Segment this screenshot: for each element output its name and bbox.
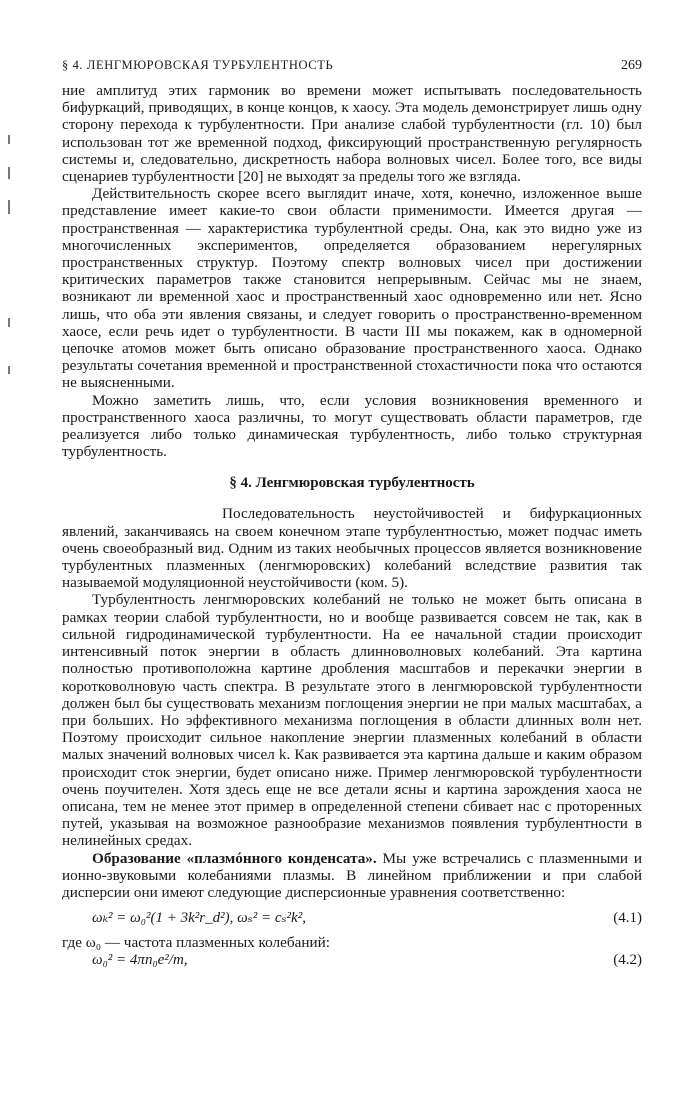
equation-number: (4.1) [613,910,642,927]
margin-mark [8,366,10,374]
margin-mark [8,167,10,179]
equation-formula: ωₖ² = ω₀²(1 + 3k²r_d²), ωₛ² = cₛ²k², [92,910,306,927]
runin-heading: Образование «плазмóнного конденсата». [92,849,377,867]
body-text-top [62,82,642,460]
body-text-section [62,505,642,901]
page-number: 269 [621,58,642,73]
equation-formula: ω₀² = 4πn₀e²/m, [92,952,188,969]
paragraph-text: Мы уже встречались с плазменными и ионно-звуковыми колебаниями плазмы. В линейном приближении и при слабой дисперсии они имеют следующие дисперсионные уравнения соответственно: [62,849,642,901]
running-header [62,58,642,82]
paragraph-condensate [62,850,642,902]
running-head: § 4. ЛЕНГМЮРОВСКАЯ ТУРБУЛЕНТНОСТЬ [62,58,334,72]
paragraph: Турбулентность ленгмюровских колебаний не только не может быть описана в рамках теории слабой турбулентности, но и вообще развивается совсем не так, как в сильной гидродинамической турбулентности. На ее начальной стадии происходит интенсивный поток энергии в область длинноволновых колебаний. Эта картина полностью противоположна картине дробления масштабов и перекачки энергии в коротковолновую часть спектра. В результате этого в ленгмюровской турбулентности должен был бы существовать механизм поглощения энергии не при малых масштабах, а при больших. Но эффективного механизма поглощения в области длинных волн нет. Поэтому происходит сильное накопление энергии плазменных колебаний в области малых значений волновых чисел k. Как развивается эта картина дальше и каким образом происходит сток энергии, будет описано ниже. Пример ленгмюровской турбулентности очень поучителен. Хотя здесь еще не все детали ясны и картина зарождения хаоса не описана, тем не менее этот пример в определенной степени сбивает нас с проторенных путей, указывая на возможное разнообразие механизмов появления турбулентности в нелинейных средах. [62,591,642,850]
equation-4-1 [62,909,642,928]
equation-explanation: где ω₀ — частота плазменных колебаний: [62,934,330,952]
equation-number: (4.2) [613,952,642,969]
section-title: § 4. Ленгмюровская турбулентность [229,475,475,492]
paragraph: ние амплитуд этих гармоник во времени может испытывать последовательность бифуркаций, приводящих, в конце концов, к хаосу. Эта модель демонстрирует лишь одну сторону перехода к турбулентности. При анализе слабой турбулентности (гл. 10) был использован тот же временной подход, фиксирующий пространственную регулярность системы и, следовательно, дискретность набора волновых чисел. Более того, все виды сценариев турбулентности [20] не выходят за пределы того же взгляда. [62,82,642,186]
paragraph: Можно заметить лишь, что, если условия возникновения временного и пространственного хаоса различны, то могут существовать области параметров, где реализуется либо только динамическая турбулентность, либо только структурная турбулентность. [62,391,642,461]
paragraph: Действительность скорее всего выглядит иначе, хотя, конечно, изложенное выше представление имеет какие-то свои области применимости. Имеется другая — пространственная — характеристика турбулентной среды. Она, как это видно уже из многочисленных экспериментов, определяется образованием нерегулярных пространственных структур. Поэтому спектр волновых чисел при достижении критических параметров также становится непрерывным. Сейчас мы не знаем, возникают ли временной хаос и пространственный хаос одновременно или нет. Ясно лишь, что оба эти явления связаны, и следует говорить о пространственно-временном хаосе, если речь идет о турбулентности. В части III мы покажем, как в одномерной цепочке атомов может быть описано образование пространственного хаоса. Однако результаты сочетания временной и пространственной стохастичности пока что остаются не выясненными. [62,185,642,392]
margin-mark [8,200,10,214]
book-page [62,58,642,970]
equation-4-2 [62,951,642,970]
margin-mark [8,135,10,144]
margin-mark [8,318,10,327]
paragraph: Последовательность неустойчивостей и бифуркационных явлений, заканчиваясь на своем конечном этапе турбулентностью, может подчас иметь очень своеобразный вид. Одним из таких необычных процессов является возникновение турбулентных плазменных (ленгмюровских) колебаний вследствие развития так называемой модуляционной неустойчивости (ком. 5). [62,505,642,592]
